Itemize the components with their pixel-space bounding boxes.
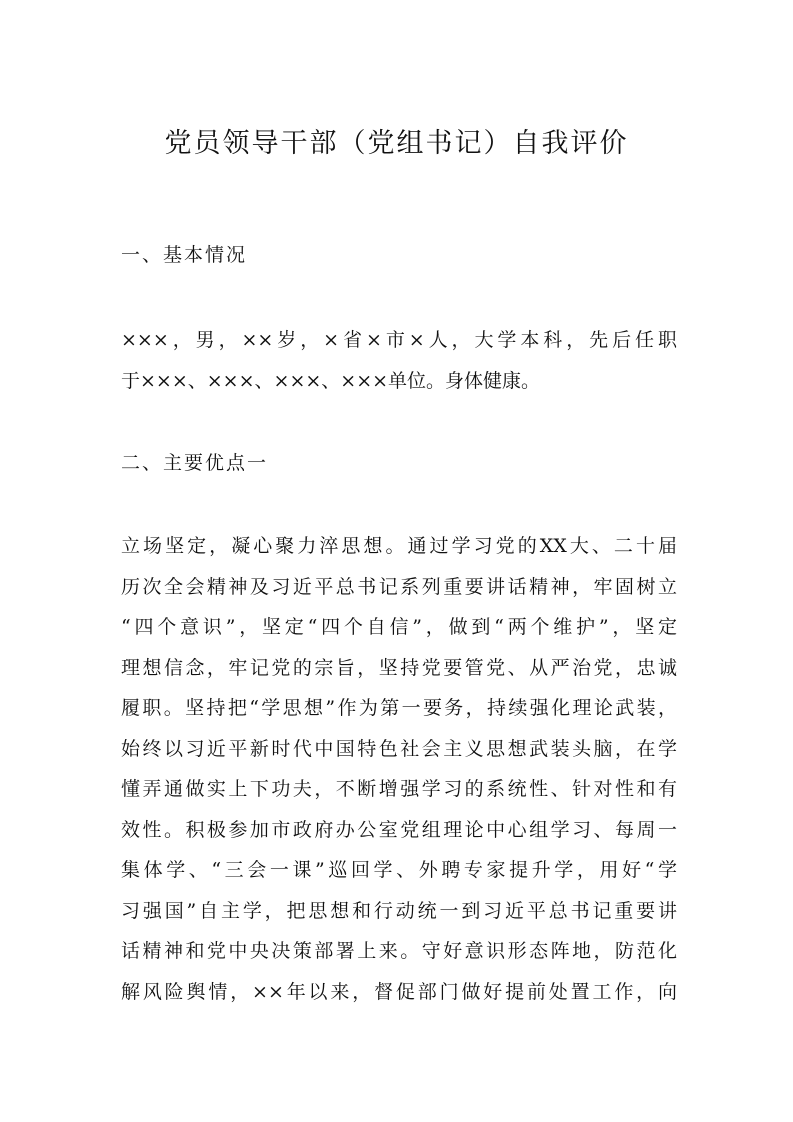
paragraph-line: 话精神和党中央决策部署上来。守好意识形态阵地，防范化 bbox=[121, 940, 677, 962]
paragraph-line: 始终以习近平新时代中国特色社会主义思想武装头脑，在学 bbox=[121, 737, 677, 760]
paragraph-line: ×××，男，××岁，×省×市×人，大学本科，先后任职 bbox=[121, 329, 677, 351]
paragraph-line: 解风险舆情，××年以来，督促部门做好提前处置工作，向 bbox=[121, 980, 677, 1003]
paragraph-line: 效性。积极参加市政府办公室党组理论中心组学习、每周一 bbox=[121, 818, 677, 841]
paragraph-strengths bbox=[121, 526, 677, 1012]
paragraph-line: 履职。坚持把“学思想”作为第一要务，持续强化理论武装， bbox=[121, 697, 677, 719]
paragraph-line: 习强国”自主学，把思想和行动统一到习近平总书记重要讲 bbox=[121, 899, 677, 922]
paragraph-line: 懂弄通做实上下功夫，不断增强学习的系统性、针对性和有 bbox=[121, 778, 677, 800]
paragraph-line: 立场坚定，凝心聚力淬思想。通过学习党的XX大、二十届 bbox=[121, 535, 677, 557]
section-heading-basic-info: 一、基本情况 bbox=[121, 244, 248, 266]
paragraph-basic-info bbox=[121, 320, 677, 401]
paragraph-line: 集体学、“三会一课”巡回学、外聘专家提升学，用好“学 bbox=[121, 859, 677, 881]
section-heading-strengths: 二、主要优点一 bbox=[121, 452, 269, 474]
paragraph-line: 历次全会精神及习近平总书记系列重要讲话精神，牢固树立 bbox=[121, 575, 677, 598]
paragraph-line: 于×××、×××、×××、×××单位。身体健康。 bbox=[121, 369, 541, 392]
paragraph-line: “四个意识”，坚定“四个自信”，做到“两个维护”，坚定 bbox=[121, 616, 677, 638]
document-title: 党员领导干部（党组书记）自我评价 bbox=[164, 128, 629, 159]
paragraph-line: 理想信念，牢记党的宗旨，坚持党要管党、从严治党，忠诚 bbox=[121, 656, 677, 679]
